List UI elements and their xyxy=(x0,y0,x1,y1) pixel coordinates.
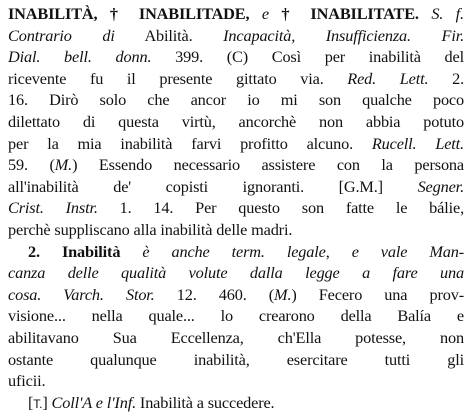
text-run: ostante qualunque inabilità, esercitare tutti gli xyxy=(8,349,464,369)
entry-line xyxy=(8,284,464,306)
entry-line xyxy=(8,197,464,219)
text-run: visione... nella quale... lo crearono della Balía e xyxy=(8,306,464,326)
entry-line xyxy=(8,305,464,327)
entry-line xyxy=(8,133,464,155)
text-run: Inabilità a succedere. xyxy=(136,392,275,412)
text-run: Abilità. xyxy=(114,25,224,45)
text-run: all'inabilità de' copisti ignoranti. [G.M.] xyxy=(8,176,418,196)
text-run: Dial. bell. donn. xyxy=(8,47,152,67)
entry-line xyxy=(8,176,464,198)
entry-line xyxy=(8,154,464,176)
text-run: Red. Lett. xyxy=(347,68,429,88)
entry-line xyxy=(8,3,464,25)
text-run: abilitavano Sua Eccellenza, ch'Ella potesse, non xyxy=(8,327,464,347)
text-run: e xyxy=(261,4,269,23)
entry-line xyxy=(8,68,464,90)
text-run: T. xyxy=(33,396,43,411)
sense-note-line xyxy=(8,392,464,415)
entry-line xyxy=(8,25,464,47)
text-run: INABILITÀ, † INABILITADE, xyxy=(8,4,262,23)
text-run: Crist. Instr. xyxy=(8,198,98,218)
text-run: 1. 14. Per questo son fatte le bálie, xyxy=(97,198,464,218)
text-run: perchè suppliscano alla inabilità delle madri. xyxy=(8,219,293,239)
text-run: è anche term. legale xyxy=(142,241,326,261)
text-run: ) Essendo necessario assistere con la persona xyxy=(72,155,464,175)
text-run: 2. Inabilità xyxy=(28,241,143,261)
text-run: ricevente fu il presente gittato via. xyxy=(8,68,348,88)
text-run: dilettato di questa virtù, ancorchè non abbia potuto xyxy=(8,111,464,131)
entry-line xyxy=(8,349,464,371)
text-run: 399. (C) Così per inabilità del xyxy=(151,47,464,67)
entry-line xyxy=(8,111,464,133)
text-run: ) Fecero una prov- xyxy=(291,284,464,304)
text-run: † INABILITATE. xyxy=(268,4,432,23)
text-run: Contrario di xyxy=(8,25,115,45)
text-run: M. xyxy=(274,284,292,304)
text-run: ] xyxy=(42,392,52,412)
text-run: 16. Dirò solo che ancor io mi son qualche poco xyxy=(8,90,464,110)
text-run: uficii. xyxy=(8,371,46,391)
text-run: canza delle qualità volute dalla legge a fare una xyxy=(8,263,464,283)
text-run: Rucell. Lett. xyxy=(371,133,464,153)
sense-2-line xyxy=(8,241,464,263)
text-run: per la mia inabilità farvi profitto alcuno. xyxy=(8,133,372,153)
entry-line xyxy=(8,89,464,111)
text-run: cosa. Varch. Stor. xyxy=(8,284,155,304)
entry-line xyxy=(8,370,464,392)
entry-line xyxy=(8,219,464,241)
text-run: 2. xyxy=(428,68,464,88)
text-run: Incapacità, Insufficienza. Fir. xyxy=(223,25,464,45)
text-run: Coll'A e l'Inf. xyxy=(51,392,136,412)
text-run: 59. ( xyxy=(8,155,55,175)
entry-line xyxy=(8,262,464,284)
text-run: 12. 460. ( xyxy=(154,284,275,304)
text-run: Segner. xyxy=(417,176,464,196)
entry-line xyxy=(8,46,464,68)
entry-line xyxy=(8,327,464,349)
text-run: [ xyxy=(28,392,34,412)
text-run: , xyxy=(325,241,352,261)
text-run: M. xyxy=(54,155,73,175)
text-run: S. f. xyxy=(431,4,464,23)
text-run: e vale Man- xyxy=(351,241,465,261)
